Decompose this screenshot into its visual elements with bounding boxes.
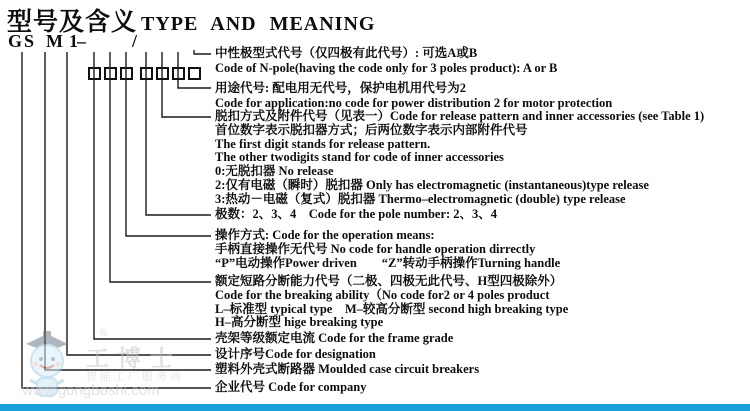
row-designation-code [215, 348, 376, 362]
row-line: 壳架等级额定电流 Code for the frame grade [215, 331, 454, 345]
model-part-gs: GS [8, 31, 37, 51]
row-line: 中性极型式代号（仅四极有此代号）: 可选A或B [215, 46, 478, 60]
row-line: Code for the breaking ability（No code for2 or 4 poles product [215, 287, 550, 302]
registered-mark: ® [100, 328, 108, 339]
row-line: 首位数字表示脱扣器方式；后两位数字表示内部附件代号 [215, 122, 528, 137]
bottom-accent-bar [0, 404, 750, 411]
row-application-code [215, 81, 612, 110]
model-slash: / [132, 31, 138, 51]
row-line: 手柄直接操作无代号 No code for handle operation dirrectly [215, 241, 536, 256]
watermark-url: www.gongboshi.com [22, 382, 160, 399]
watermark-tagline: 智能工厂服务商 [86, 371, 184, 383]
gongboshi-watermark [16, 326, 216, 404]
row-line: 用途代号: 配电用无代号，保护电机用代号为2 [215, 81, 467, 95]
row-line: 3:热动－电磁（复式）脱扣器 Thermo–electromagnetic (double) type release [215, 191, 626, 206]
page-title-zh: 型号及含义 [7, 9, 138, 36]
model-dash: – [77, 31, 86, 51]
row-line: 企业代号 Code for company [215, 380, 367, 394]
row-frame-grade-code [215, 332, 453, 346]
row-company-code [215, 381, 367, 395]
row-release-pattern-code [215, 110, 704, 207]
watermark-brand: 工博士 [86, 345, 182, 371]
row-line: 0:无脱扣器 No release [215, 164, 334, 179]
row-line: Code for application:no code for power distribution 2 for motor protection [215, 95, 613, 110]
row-breaking-ability-code [215, 275, 568, 330]
row-n-pole-code [215, 46, 557, 75]
row-pole-number-code [215, 208, 497, 222]
row-operation-means-code [215, 229, 560, 270]
page-title-en: TYPE AND MEANING [141, 13, 376, 35]
row-line: 2:仅有电磁（瞬时）脱扣器 Only has electromagnetic (instantaneous)type release [215, 177, 649, 192]
row-line: 操作方式: Code for the operation means: [215, 228, 435, 242]
row-line: H–高分断型 hige breaking type [215, 315, 384, 330]
row-line: 塑料外壳式断路器 Moulded case circuit breakers [215, 362, 480, 376]
model-part-1: 1 [69, 31, 78, 51]
row-line: The first digit stands for release pattern. [215, 136, 431, 151]
row-line: The other twodigits stand for code of inner accessories [215, 150, 504, 165]
row-line: L–标准型 typical type M–较高分断型 second high breaking type [215, 301, 569, 316]
row-line: Code of N-pole(having the code only for 3 poles product): A or B [215, 60, 558, 75]
row-line: 设计序号Code for designation [215, 347, 376, 361]
row-line: 脱扣方式及附件代号（见表一）Code for release pattern and inner accessories (see Table 1) [215, 109, 705, 123]
row-line: 额定短路分断能力代号（二极、四极无此代号、H型四极除外） [215, 274, 563, 288]
model-part-m: M [46, 31, 63, 51]
row-line: 极数：2、3、4 Code for the pole number: 2、3、4 [215, 207, 498, 221]
row-line: “P”电动操作Power driven “Z”转动手柄操作Turning handle [215, 255, 561, 270]
row-mccb-name [215, 363, 479, 377]
